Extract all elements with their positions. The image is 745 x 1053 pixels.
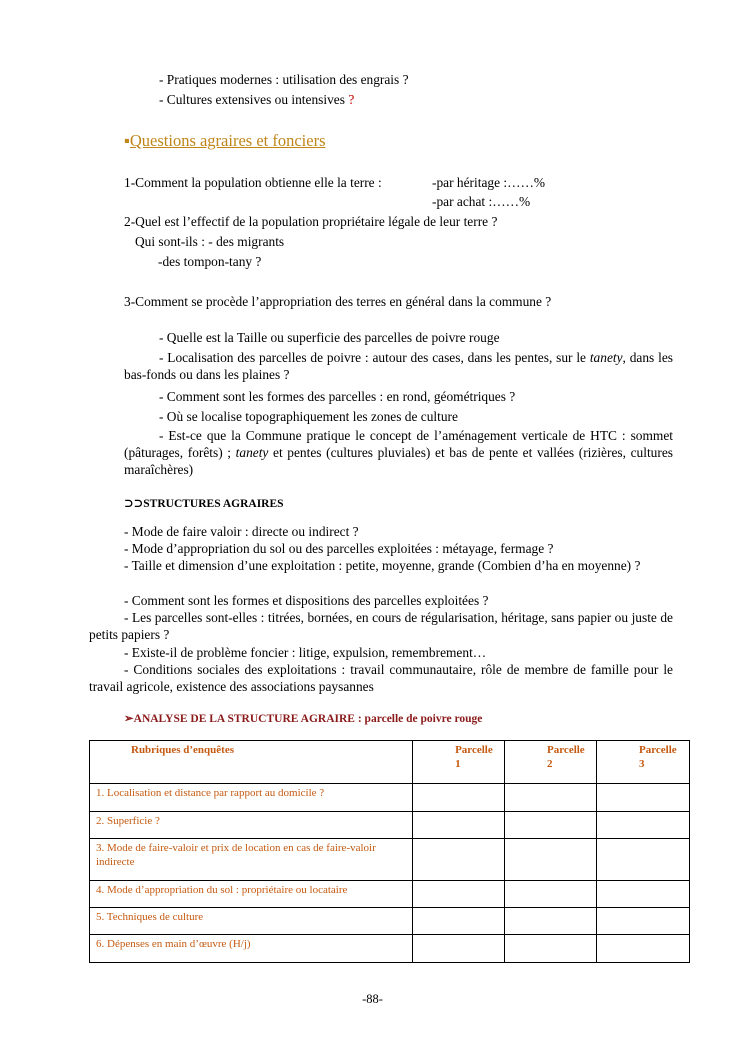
section-title-analyse: ➢ANALYSE DE LA STRUCTURE AGRAIRE : parcelle de poivre rouge [124,713,483,725]
header-parcelle-3: Parcelle 3 [597,741,690,784]
cell [413,839,505,881]
cell [597,908,690,935]
row-label: 2. Superficie ? [90,812,413,839]
cell [505,935,597,963]
row-label: 5. Techniques de culture [90,908,413,935]
question-2-sub: -des tompon-tany ? [158,254,262,269]
cell [413,784,505,812]
bullet-icon: ▪ [124,131,130,150]
page-number: -88- [362,992,383,1006]
cell [597,812,690,839]
table-row [90,839,690,881]
arrow-icon: ➢ [124,713,134,725]
cell [413,908,505,935]
header-rubriques: Rubriques d’enquêtes [90,741,413,784]
question-2: 2-Quel est l’effectif de la population propriétaire légale de leur terre ? [124,214,498,229]
table-row [90,881,690,908]
question-3: 3-Comment se procède l’appropriation des terres en général dans la commune ? [124,294,552,309]
bullet-item: - Localisation des parcelles de poivre : autour des cases, dans les pentes, sur le tanety, dans les bas-fonds ou dans les plaines ? [124,350,673,382]
cell [505,881,597,908]
header-parcelle-1: Parcelle 1 [413,741,505,784]
cell [505,839,597,881]
table-row [90,908,690,935]
table-row [90,812,690,839]
cell [413,935,505,963]
cell [413,881,505,908]
row-label: 4. Mode d’appropriation du sol : propriétaire ou locataire [90,881,413,908]
question-1: 1-Comment la population obtienne elle la terre : [124,175,382,190]
double-arrow-icon: ⊃⊃ [124,498,144,510]
structure-item: - Mode de faire valoir : directe ou indirect ? [124,524,359,539]
structure-item: - Comment sont les formes et dispositions des parcelles exploitées ? [124,593,489,608]
row-label: 1. Localisation et distance par rapport au domicile ? [90,784,413,812]
question-1-option-heritage: -par héritage :……% [432,175,546,190]
table-row [90,935,690,963]
cell [505,784,597,812]
structure-item: - Conditions sociales des exploitations : travail communautaire, rôle de membre de famille pour le travail agricole, existence des associations paysannes [89,662,673,694]
header-parcelle-2: Parcelle 2 [505,741,597,784]
bullet-item: - Est-ce que la Commune pratique le concept de l’aménagement verticale de HTC : sommet (pâturages, forêts) ; tanety et pentes (cultures pluviales) et bas de pente et vallées (rizières, cultures maraîchères) [124,428,673,477]
section-title-structures: ⊃⊃STRUCTURES AGRAIRES [124,498,284,510]
table-row [90,784,690,812]
survey-table [89,740,690,963]
text-line: - Cultures extensives ou intensives ? [159,92,355,107]
bullet-item: - Comment sont les formes des parcelles : en rond, géométriques ? [159,389,516,404]
text-line: - Pratiques modernes : utilisation des engrais ? [159,72,409,87]
table-header-row [90,741,690,784]
structure-item: - Existe-il de problème foncier : litige, expulsion, remembrement… [124,645,487,660]
cell [597,784,690,812]
row-label: 6. Dépenses en main d’œuvre (H/j) [90,935,413,963]
cell [413,812,505,839]
section-heading: ▪Questions agraires et fonciers [124,131,326,150]
structure-item: - Taille et dimension d’une exploitation : petite, moyenne, grande (Combien d’ha en moyenne) ? [124,558,641,573]
cell [597,935,690,963]
cell [597,839,690,881]
bullet-item: - Quelle est la Taille ou superficie des parcelles de poivre rouge [159,330,500,345]
structure-item: - Les parcelles sont-elles : titrées, bornées, en cours de régularisation, héritage, sans papier ou juste de petits papiers ? [89,610,673,642]
cell [505,908,597,935]
structure-item: - Mode d’appropriation du sol ou des parcelles exploitées : métayage, fermage ? [124,541,554,556]
question-2-sub: Qui sont-ils : - des migrants [135,234,285,249]
cell [597,881,690,908]
question-1-option-achat: -par achat :……% [432,194,531,209]
cell [505,812,597,839]
bullet-item: - Où se localise topographiquement les zones de culture [159,409,458,424]
row-label: 3. Mode de faire-valoir et prix de location en cas de faire-valoir indirecte [90,839,413,881]
